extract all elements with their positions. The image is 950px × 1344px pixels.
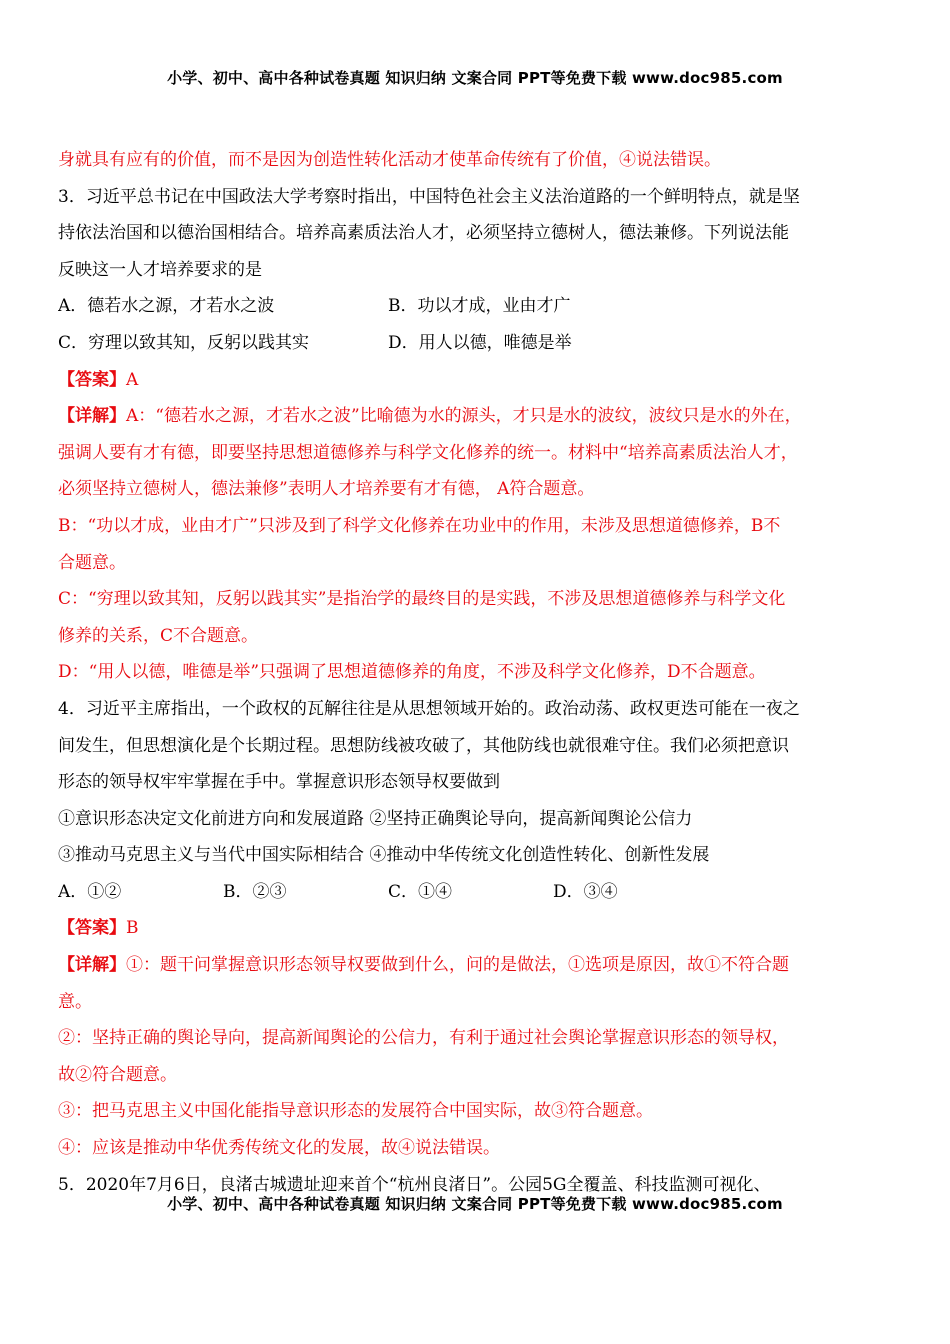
q3-detail-line: B：“功以才成，业由才广”只涉及到了科学文化修养在功业中的作用，未涉及思想道德修养，B不 — [58, 515, 781, 536]
page-footer-banner: 小学、初中、高中各种试卷真题 知识归纳 文案合同 PPT等免费下载 www.doc985.com — [167, 1195, 783, 1213]
detail-tag: 【详解】 — [58, 406, 126, 427]
q3-stem-line: 持依法治国和以德治国相结合。培养高素质法治人才，必须坚持立德树人，德法兼修。下列说法能 — [58, 223, 789, 244]
q4-stem-line: 形态的领导权牢牢掌握在手中。掌握意识形态领导权要做到 — [58, 772, 500, 793]
q4-option-c: C．①④ — [388, 881, 453, 902]
q5-stem-line: 5．2020年7月6日，良渚古城遗址迎来首个“杭州良渚日”。公园5G全覆盖、科技监测可视化、 — [58, 1174, 771, 1195]
q3-option-c: C．穷理以致其知，反躬以践其实 — [58, 332, 310, 353]
detail-tag: 【详解】 — [58, 955, 126, 976]
answer-value: A — [126, 369, 139, 390]
q4-detail-line: 故②符合题意。 — [58, 1064, 177, 1085]
previous-answer-conclusion: 身就具有应有的价值，而不是因为创造性转化活动才使革命传统有了价值，④说法错误。 — [58, 150, 721, 170]
q4-option-d: D．③④ — [553, 881, 618, 902]
q3-detail-line: 修养的关系，C不合题意。 — [58, 625, 259, 646]
answer-value: B — [126, 918, 139, 939]
q4-stem-line: 间发生，但思想演化是个长期过程。思想防线被攻破了，其他防线也就很难守住。我们必须把意识 — [58, 735, 789, 756]
q3-options-row-2 — [58, 325, 898, 362]
detail-text: A：“德若水之源，才若水之波”比喻德为水的源头，才只是水的波纹，波纹只是水的外在， — [126, 406, 802, 427]
answer-tag: 【答案】 — [58, 918, 126, 939]
q3-options-row-1 — [58, 288, 898, 325]
q4-detail-line — [58, 947, 898, 984]
q3-option-d: D．用人以德，唯德是举 — [388, 332, 572, 353]
q3-detail-line: 合题意。 — [58, 552, 126, 573]
q4-item-line: ①意识形态决定文化前进方向和发展道路 ②坚持正确舆论导向，提高新闻舆论公信力 — [58, 808, 693, 829]
q4-detail-line: ④：应该是推动中华优秀传统文化的发展，故④说法错误。 — [58, 1138, 500, 1159]
q3-detail-line: 强调人要有才有德，即要坚持思想道德修养与科学文化修养的统一。材料中“培养高素质法治人才， — [58, 442, 798, 463]
q3-detail-line: D：“用人以德，唯德是举”只强调了思想道德修养的角度，不涉及科学文化修养，D不合题意。 — [58, 662, 766, 683]
q3-option-a: A．德若水之源，才若水之波 — [58, 296, 275, 317]
q4-option-b: B．②③ — [223, 881, 287, 902]
q4-options-row — [58, 874, 898, 911]
page-header-banner: 小学、初中、高中各种试卷真题 知识归纳 文案合同 PPT等免费下载 www.doc985.com — [167, 69, 783, 87]
q4-stem-line: 4．习近平主席指出，一个政权的瓦解往往是从思想领域开始的。政治动荡、政权更迭可能在一夜之 — [58, 698, 800, 719]
q3-detail-line: 必须坚持立德树人，德法兼修”表明人才培养要有才有德， A符合题意。 — [58, 479, 595, 500]
q3-answer — [58, 362, 898, 399]
q3-detail-line — [58, 398, 898, 435]
document-body — [58, 142, 898, 1203]
q4-answer — [58, 910, 898, 947]
q4-detail-line: ②：坚持正确的舆论导向，提高新闻舆论的公信力，有利于通过社会舆论掌握意识形态的领导权， — [58, 1028, 789, 1049]
q4-detail-line: 意。 — [58, 991, 92, 1012]
q3-stem-line: 3．习近平总书记在中国政法大学考察时指出，中国特色社会主义法治道路的一个鲜明特点，就是坚 — [58, 186, 800, 207]
detail-text: ①：题干问掌握意识形态领导权要做到什么，问的是做法，①选项是原因，故①不符合题 — [126, 955, 789, 976]
q4-option-a: A．①② — [58, 881, 122, 902]
q4-item-line: ③推动马克思主义与当代中国实际相结合 ④推动中华传统文化创造性转化、创新性发展 — [58, 845, 710, 866]
answer-tag: 【答案】 — [58, 369, 126, 390]
q4-detail-line: ③：把马克思主义中国化能指导意识形态的发展符合中国实际，故③符合题意。 — [58, 1101, 653, 1122]
q3-detail-line: C：“穷理以致其知，反躬以践其实”是指治学的最终目的是实践，不涉及思想道德修养与科学文化 — [58, 589, 786, 610]
q3-option-b: B．功以才成，业由才广 — [388, 296, 571, 317]
q3-stem-line: 反映这一人才培养要求的是 — [58, 259, 262, 280]
